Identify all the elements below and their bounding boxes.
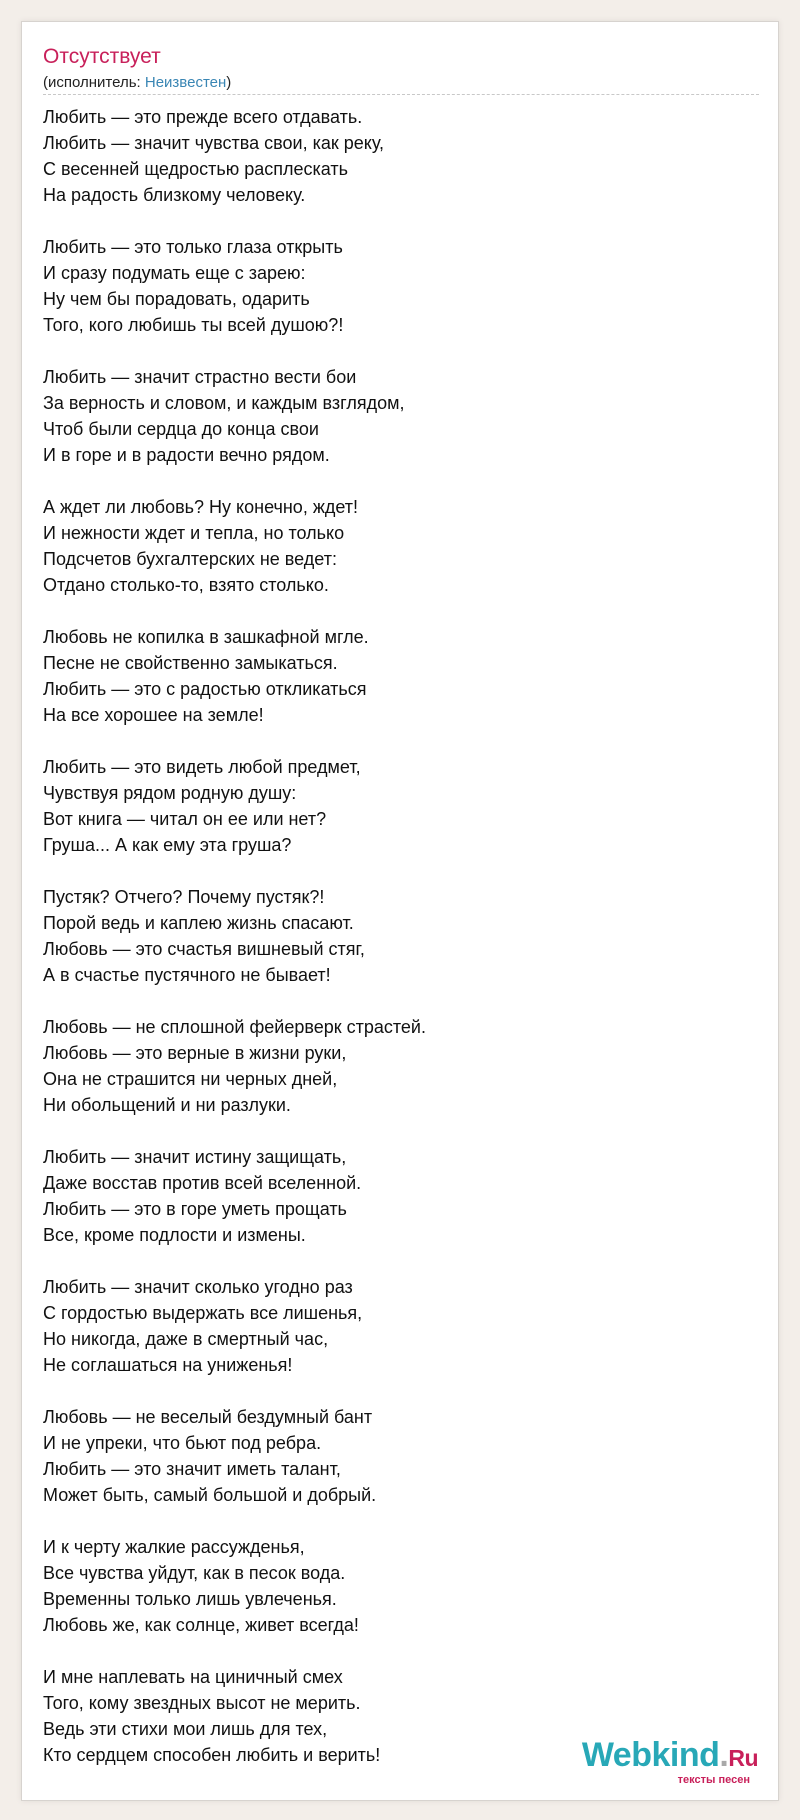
lyrics-line: Даже восстав против всей вселенной. bbox=[43, 1173, 362, 1193]
lyrics-line: А ждет ли любовь? Ну конечно, ждет! bbox=[43, 497, 359, 517]
lyrics-line: И не упреки, что бьют под ребра. bbox=[43, 1433, 322, 1453]
lyrics-stanza bbox=[43, 234, 743, 338]
lyrics-line: И нежности ждет и тепла, но только bbox=[43, 523, 345, 543]
lyrics-line: Все чувства уйдут, как в песок вода. bbox=[43, 1563, 346, 1583]
lyrics-line: Любовь — это счастья вишневый стяг, bbox=[43, 939, 365, 959]
lyrics-line: Чувствуя рядом родную душу: bbox=[43, 783, 297, 803]
lyrics-body bbox=[43, 104, 743, 1794]
lyrics-stanza bbox=[43, 754, 743, 858]
lyrics-line: И к черту жалкие рассужденья, bbox=[43, 1537, 305, 1557]
artist-suffix: ) bbox=[226, 74, 232, 91]
lyrics-line: Пустяк? Отчего? Почему пустяк?! bbox=[43, 887, 325, 907]
lyrics-line: Любовь — это верные в жизни руки, bbox=[43, 1043, 347, 1063]
lyrics-stanza bbox=[43, 364, 743, 468]
lyrics-line: Ни обольщений и ни разлуки. bbox=[43, 1095, 291, 1115]
lyrics-line: Чтоб были сердца до конца свои bbox=[43, 419, 319, 439]
lyrics-line: И сразу подумать еще с зарею: bbox=[43, 263, 306, 283]
artist-prefix: (исполнитель: bbox=[43, 74, 145, 91]
lyrics-stanza bbox=[43, 1404, 743, 1508]
lyrics-line: Любить — значит истину защищать, bbox=[43, 1147, 347, 1167]
logo-tld: Ru bbox=[728, 1745, 758, 1771]
lyrics-stanza bbox=[43, 884, 743, 988]
lyrics-line: Может быть, самый большой и добрый. bbox=[43, 1485, 377, 1505]
lyrics-line: И мне наплевать на циничный смех bbox=[43, 1667, 343, 1687]
lyrics-line: Любить — это видеть любой предмет, bbox=[43, 757, 361, 777]
lyrics-line: Груша... А как ему эта груша? bbox=[43, 835, 292, 855]
lyrics-line: Любовь не копилка в зашкафной мгле. bbox=[43, 627, 369, 647]
lyrics-line: На радость близкому человеку. bbox=[43, 185, 306, 205]
lyrics-line: Любить — это значит иметь талант, bbox=[43, 1459, 341, 1479]
artist-link[interactable]: Неизвестен bbox=[144, 74, 227, 91]
song-title: Отсутствует bbox=[43, 45, 161, 68]
site-logo[interactable] bbox=[568, 1737, 758, 1785]
artist-line bbox=[43, 74, 231, 92]
lyrics-line: Любить — это с радостью откликаться bbox=[43, 679, 367, 699]
lyrics-stanza bbox=[43, 1274, 743, 1378]
lyrics-line: Любить — значит страстно вести бои bbox=[43, 367, 357, 387]
lyrics-line: Любовь — не сплошной фейерверк страстей. bbox=[43, 1017, 426, 1037]
logo-dot: . bbox=[719, 1736, 729, 1774]
logo-tagline: тексты песен bbox=[677, 1774, 750, 1786]
lyrics-line: Того, кому звездных высот не мерить. bbox=[43, 1693, 361, 1713]
lyrics-line: Любить — значит сколько угодно раз bbox=[43, 1277, 353, 1297]
lyrics-line: Временны только лишь увлеченья. bbox=[43, 1589, 337, 1609]
lyrics-line: Кто сердцем способен любить и верить! bbox=[43, 1745, 381, 1765]
lyrics-line: Подсчетов бухгалтерских не ведет: bbox=[43, 549, 337, 569]
lyrics-card bbox=[21, 21, 779, 1801]
lyrics-stanza bbox=[43, 624, 743, 728]
lyrics-line: За верность и словом, и каждым взглядом, bbox=[43, 393, 405, 413]
lyrics-line: Все, кроме подлости и измены. bbox=[43, 1225, 306, 1245]
lyrics-line: Отдано столько-то, взято столько. bbox=[43, 575, 329, 595]
lyrics-line: А в счастье пустячного не бывает! bbox=[43, 965, 331, 985]
lyrics-line: Она не страшится ни черных дней, bbox=[43, 1069, 338, 1089]
lyrics-stanza bbox=[43, 1014, 743, 1118]
lyrics-line: На все хорошее на земле! bbox=[43, 705, 264, 725]
lyrics-line: Того, кого любишь ты всей душою?! bbox=[43, 315, 344, 335]
lyrics-line: Любовь — не веселый бездумный бант bbox=[43, 1407, 373, 1427]
lyrics-line: Любить — это только глаза открыть bbox=[43, 237, 343, 257]
lyrics-line: Порой ведь и каплею жизнь спасают. bbox=[43, 913, 354, 933]
lyrics-line: С весенней щедростью расплескать bbox=[43, 159, 348, 179]
lyrics-line: И в горе и в радости вечно рядом. bbox=[43, 445, 330, 465]
lyrics-line: Любить — это в горе уметь прощать bbox=[43, 1199, 347, 1219]
lyrics-line: Вот книга — читал он ее или нет? bbox=[43, 809, 327, 829]
lyrics-line: Но никогда, даже в смертный час, bbox=[43, 1329, 329, 1349]
lyrics-line: Не соглашаться на униженья! bbox=[43, 1355, 293, 1375]
lyrics-stanza bbox=[43, 1534, 743, 1638]
lyrics-stanza bbox=[43, 494, 743, 598]
logo-brand: Webkind bbox=[581, 1736, 720, 1774]
title-divider bbox=[43, 94, 759, 95]
lyrics-line: Любовь же, как солнце, живет всегда! bbox=[43, 1615, 359, 1635]
logo-wordmark bbox=[582, 1737, 758, 1776]
lyrics-line: С гордостью выдержать все лишенья, bbox=[43, 1303, 363, 1323]
lyrics-line: Ну чем бы порадовать, одарить bbox=[43, 289, 310, 309]
lyrics-line: Ведь эти стихи мои лишь для тех, bbox=[43, 1719, 328, 1739]
lyrics-line: Песне не свойственно замыкаться. bbox=[43, 653, 338, 673]
lyrics-stanza bbox=[43, 104, 743, 208]
lyrics-stanza bbox=[43, 1144, 743, 1248]
lyrics-line: Любить — значит чувства свои, как реку, bbox=[43, 133, 385, 153]
lyrics-line: Любить — это прежде всего отдавать. bbox=[43, 107, 363, 127]
